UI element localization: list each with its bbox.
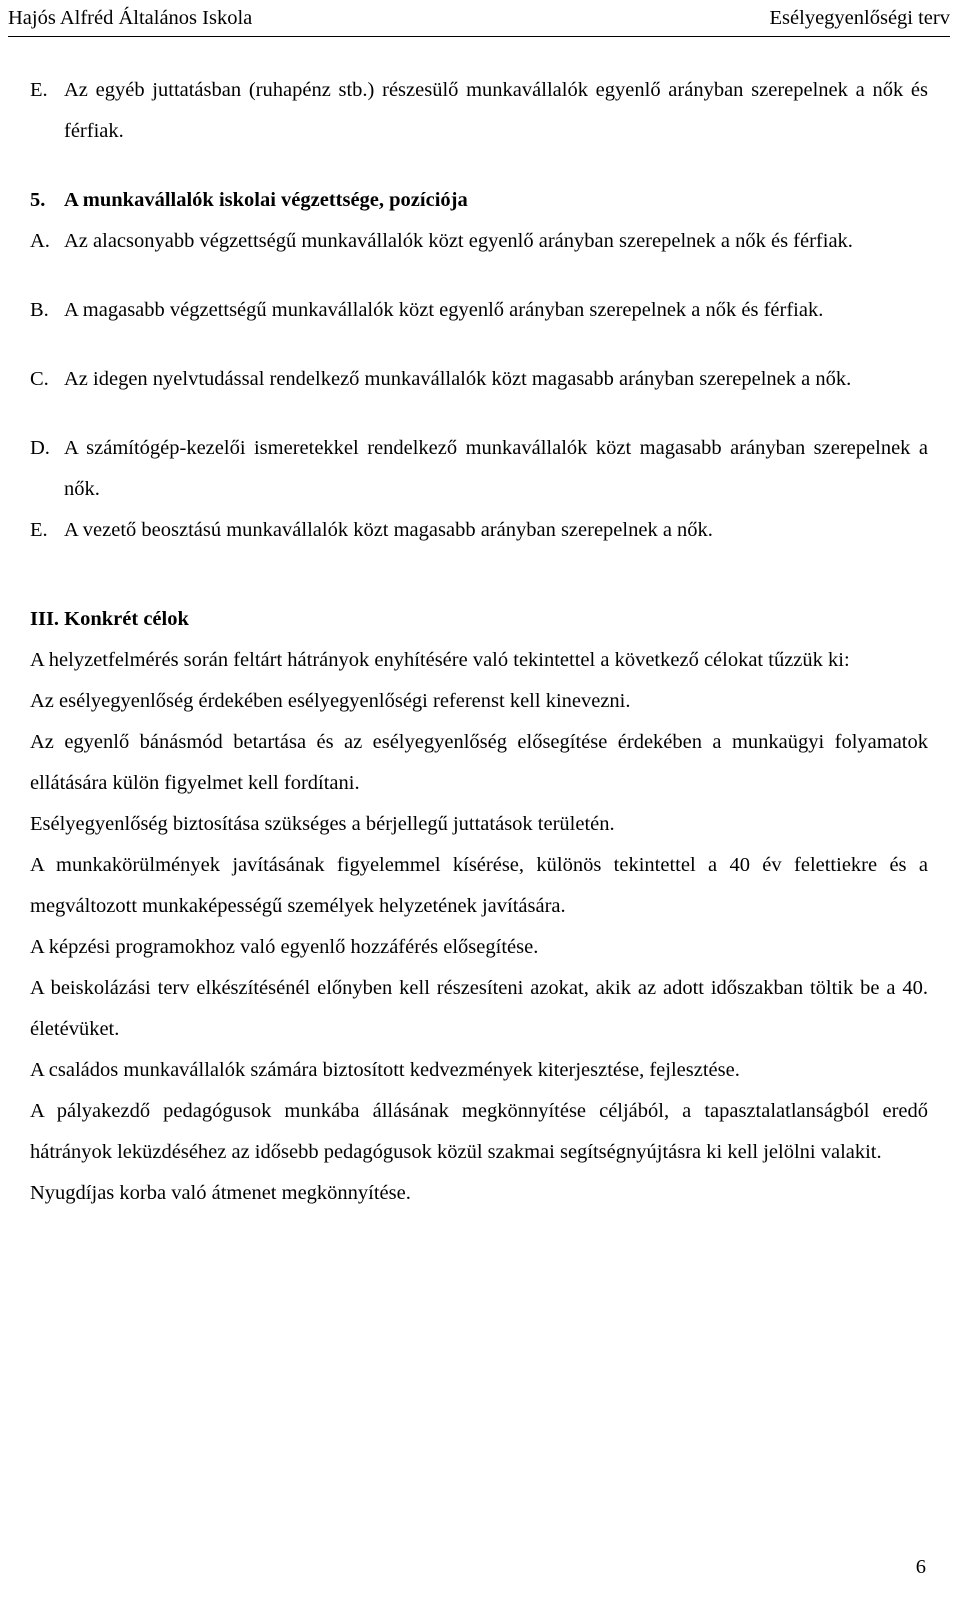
section3-paragraph: A képzési programokhoz való egyenlő hozzáférés elősegítése. bbox=[30, 936, 539, 958]
section3-paragraph: A helyzetfelmérés során feltárt hátrányok enyhítésére való tekintettel a következő célokat tűzzük ki: bbox=[30, 649, 850, 671]
item-text: Az alacsonyabb végzettségű munkavállalók közt egyenlő arányban szerepelnek a nők és férfiak. bbox=[64, 230, 853, 252]
page-header bbox=[8, 2, 950, 37]
header-document-title: Esélyegyenlőségi terv bbox=[769, 7, 950, 29]
heading-text: A munkavállalók iskolai végzettsége, pozíciója bbox=[64, 189, 468, 211]
item-text: A magasabb végzettségű munkavállalók közt egyenlő arányban szerepelnek a nők és férfiak. bbox=[64, 299, 824, 321]
item-label: A. bbox=[30, 230, 50, 252]
section3-paragraph: A pályakezdő pedagógusok munkába állásának megkönnyítése céljából, a tapasztalatlanságból eredő hátrányok leküzdéséhez az idősebb pedagógusok közül szakmai segítségnyújtásra ki kell jelölni valakit. bbox=[30, 1100, 928, 1163]
item-label: B. bbox=[30, 299, 49, 321]
section5-item-b bbox=[30, 290, 928, 331]
page-number: 6 bbox=[915, 1556, 926, 1578]
item-label: D. bbox=[30, 437, 50, 459]
heading-number: 5. bbox=[30, 189, 46, 211]
section3-paragraph: Nyugdíjas korba való átmenet megkönnyítése. bbox=[30, 1182, 411, 1204]
page-content bbox=[30, 70, 928, 1214]
section4-item-e bbox=[30, 70, 928, 152]
section5-heading bbox=[30, 180, 928, 221]
item-text: Az egyéb juttatásban (ruhapénz stb.) részesülő munkavállalók egyenlő arányban szerepelnek a nők és férfiak. bbox=[64, 79, 928, 142]
item-label: E. bbox=[30, 79, 48, 101]
header-school-name: Hajós Alfréd Általános Iskola bbox=[8, 7, 253, 29]
section5-item-d bbox=[30, 428, 928, 510]
section5-item-c bbox=[30, 359, 928, 400]
section3-paragraph: A beiskolázási terv elkészítésénél előnyben kell részesíteni azokat, akik az adott időszakban töltik be a 40. életévüket. bbox=[30, 977, 928, 1040]
item-text: A számítógép-kezelői ismeretekkel rendelkező munkavállalók közt magasabb arányban szerepelnek a nők. bbox=[64, 437, 928, 500]
section3-paragraph: Esélyegyenlőség biztosítása szükséges a bérjellegű juttatások területén. bbox=[30, 813, 615, 835]
item-text: A vezető beosztású munkavállalók közt magasabb arányban szerepelnek a nők. bbox=[64, 519, 713, 541]
section5-item-a bbox=[30, 221, 928, 262]
section5-item-e bbox=[30, 510, 928, 551]
section3-paragraph: Az esélyegyenlőség érdekében esélyegyenlőségi referenst kell kinevezni. bbox=[30, 690, 631, 712]
item-label: E. bbox=[30, 519, 48, 541]
item-text: Az idegen nyelvtudással rendelkező munkavállalók közt magasabb arányban szerepelnek a nők. bbox=[64, 368, 852, 390]
section3-paragraph: A munkakörülmények javításának figyelemmel kísérése, különös tekintettel a 40 év felettiekre és a megváltozott munkaképességű személyek helyzetének javítására. bbox=[30, 854, 928, 917]
section3-paragraph: A családos munkavállalók számára biztosított kedvezmények kiterjesztése, fejlesztése. bbox=[30, 1059, 740, 1081]
section3-paragraph: Az egyenlő bánásmód betartása és az esélyegyenlőség elősegítése érdekében a munkaügyi folyamatok ellátására külön figyelmet kell fordítani. bbox=[30, 731, 928, 794]
section3-heading: III. Konkrét célok bbox=[30, 608, 189, 630]
item-label: C. bbox=[30, 368, 49, 390]
